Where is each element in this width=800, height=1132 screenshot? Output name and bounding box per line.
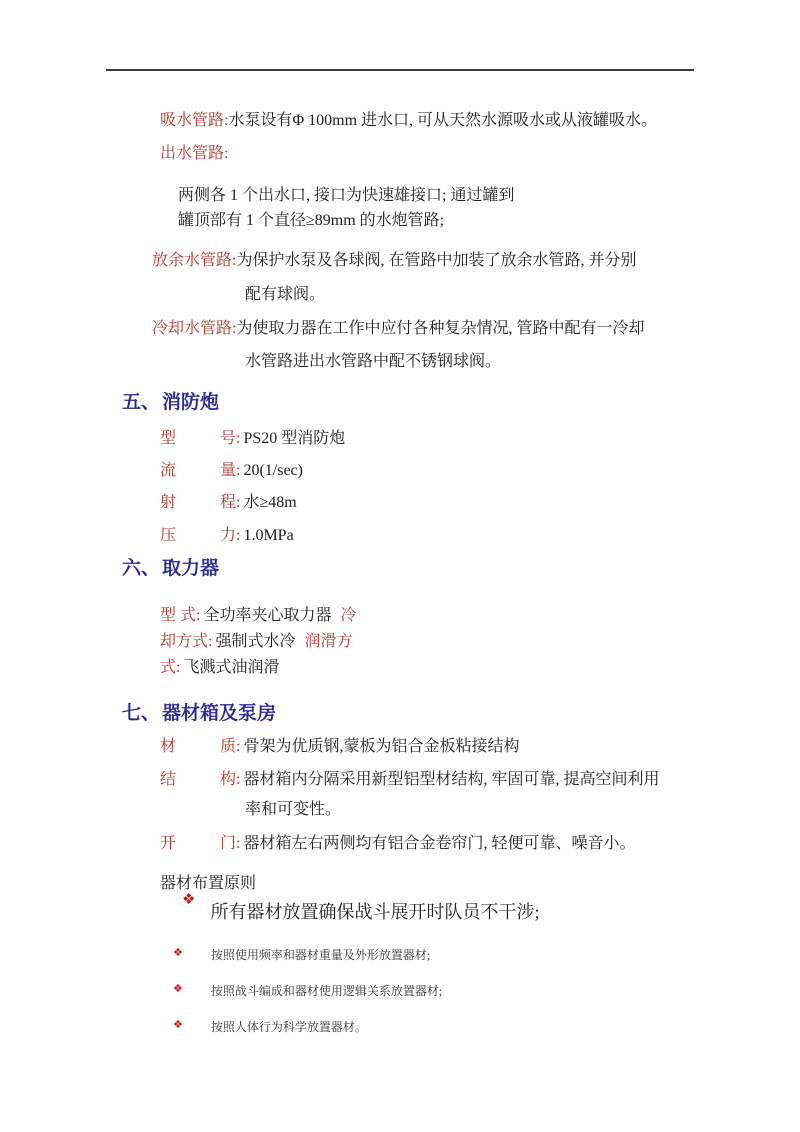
spec-row-range <box>160 493 297 513</box>
box-label-door <box>160 834 236 854</box>
drain-pipe-label: 放余水管路 <box>152 252 233 269</box>
spec-label-flow <box>160 461 236 481</box>
box-value-structure: 器材箱内分隔采用新型铝型材结构, 牢固可靠, 提高空间利用 <box>243 771 660 788</box>
colon: : <box>232 320 237 337</box>
discharge-detail-line-1: 两侧各 1 个出水口, 接口为快速雄接口; 通过罐到 <box>178 187 515 204</box>
pto-label-2: 却方式 <box>160 633 209 650</box>
section-5-heading <box>122 392 219 415</box>
section-7-number: 七、 <box>122 703 161 724</box>
section-5-number: 五、 <box>122 392 161 413</box>
principle-primary-item <box>182 892 540 924</box>
spec-label-model <box>160 429 236 449</box>
spec-value-model: PS20 型消防炮 <box>243 430 346 447</box>
pto-value-3: 飞溅式油润滑 <box>183 659 280 676</box>
drain-pipe-text: 为保护水泵及各球阀, 在管路中加装了放余水管路, 并分别 <box>236 252 637 269</box>
box-value-material: 骨架为优质钢,蒙板为铝合金板粘接结构 <box>243 738 520 755</box>
spec-label-char: 质 <box>219 738 236 755</box>
diamond-bullet-icon: ❖ <box>173 947 183 959</box>
cooling-pipe-text: 为使取力器在工作中应付各种复杂情况, 管路中配有一冷却 <box>236 320 645 337</box>
box-value-structure-line-2: 率和可变性。 <box>245 801 342 818</box>
box-label-material <box>160 737 236 757</box>
colon: : <box>236 430 241 447</box>
principle-item <box>173 982 442 999</box>
diamond-bullet-icon: ❖ <box>173 1019 183 1031</box>
colon: : <box>196 607 201 624</box>
discharge-pipe-label: 出水管路 <box>160 145 225 162</box>
box-row-structure <box>160 770 659 790</box>
spec-label-char: 门 <box>219 835 236 852</box>
spec-label-range <box>160 493 236 513</box>
discharge-pipe-line <box>160 144 228 164</box>
spec-label-char: 开 <box>160 835 177 852</box>
colon: : <box>208 633 213 650</box>
principle-text: 所有器材放置确保战斗展开时队员不干涉; <box>210 902 540 922</box>
box-value-door: 器材箱左右两侧均有铝合金卷帘门, 轻便可靠、噪音小。 <box>243 835 636 852</box>
spec-value-pressure: 1.0MPa <box>243 527 294 544</box>
spec-label-char: 流 <box>160 462 177 479</box>
cooling-pipe-line <box>152 319 644 339</box>
suction-pipe-text: 水泵设有Φ 100mm 进水口, 可从天然水源吸水或从液罐吸水。 <box>228 112 658 129</box>
colon: : <box>224 112 229 129</box>
colon: : <box>236 527 241 544</box>
principle-text: 按照人体行为科学放置器材。 <box>210 1020 367 1034</box>
discharge-detail-line-2: 罐顶部有 1 个直径≥89mm 的水炮管路; <box>178 212 445 229</box>
principle-text: 按照使用频率和器材重量及外形放置器材; <box>210 948 431 962</box>
colon: : <box>236 771 241 788</box>
diamond-bullet-icon: ❖ <box>182 892 196 908</box>
pto-value-1: 全功率夹心取力器 <box>203 607 332 624</box>
section-5-title: 消防炮 <box>162 392 220 413</box>
cooling-pipe-text-line-2: 水管路进出水管路中配不锈钢球阀。 <box>245 353 502 370</box>
drain-pipe-text-line-2: 配有球阀。 <box>245 286 326 303</box>
spec-label-pressure <box>160 526 236 546</box>
spec-row-model <box>160 429 345 449</box>
principle-item <box>173 1018 367 1035</box>
spec-value-flow: 20(1/sec) <box>243 462 303 479</box>
spec-label-char: 型 <box>160 430 177 447</box>
section-7-heading <box>122 703 276 726</box>
colon: : <box>236 494 241 511</box>
box-row-material <box>160 737 519 757</box>
colon: : <box>176 659 181 676</box>
spec-label-char: 程 <box>219 494 236 511</box>
principle-item <box>173 946 430 963</box>
pto-label-wrap-2: 润滑方 <box>304 633 353 650</box>
principle-text: 按照战斗编成和器材使用逻辑关系放置器材; <box>210 984 443 998</box>
spec-value-range: 水≥48m <box>243 494 297 511</box>
colon: : <box>236 738 241 755</box>
pto-line-3 <box>160 658 279 678</box>
box-label-structure <box>160 770 236 790</box>
spec-label-char: 构 <box>219 771 236 788</box>
section-6-number: 六、 <box>122 558 161 579</box>
spec-row-pressure <box>160 526 294 546</box>
diamond-bullet-icon: ❖ <box>173 983 183 995</box>
section-6-title: 取力器 <box>162 558 220 579</box>
spec-label-char: 压 <box>160 527 177 544</box>
colon: : <box>232 252 237 269</box>
suction-pipe-label: 吸水管路 <box>160 112 225 129</box>
colon: : <box>236 462 241 479</box>
section-7-title: 器材箱及泵房 <box>162 703 277 724</box>
spec-label-char: 号 <box>219 430 236 447</box>
drain-pipe-line <box>152 251 636 271</box>
spec-row-flow <box>160 461 303 481</box>
pto-label-1: 型 式 <box>160 607 197 624</box>
pto-label-3: 式 <box>160 659 177 676</box>
colon: : <box>236 835 241 852</box>
box-row-door <box>160 834 635 854</box>
cooling-pipe-label: 冷却水管路 <box>152 320 233 337</box>
principles-title: 器材布置原则 <box>160 875 257 892</box>
spec-label-char: 量 <box>219 462 236 479</box>
spec-label-char: 材 <box>160 738 177 755</box>
pto-line-1 <box>160 606 357 626</box>
section-6-heading <box>122 558 219 581</box>
spec-label-char: 射 <box>160 494 177 511</box>
suction-pipe-line <box>160 111 657 131</box>
pto-label-wrap-1: 冷 <box>340 607 357 624</box>
header-rule <box>106 69 694 71</box>
colon: : <box>224 145 229 162</box>
spec-label-char: 结 <box>160 771 177 788</box>
pto-value-2: 强制式水冷 <box>215 633 296 650</box>
pto-line-2 <box>160 632 353 652</box>
spec-label-char: 力 <box>219 527 236 544</box>
